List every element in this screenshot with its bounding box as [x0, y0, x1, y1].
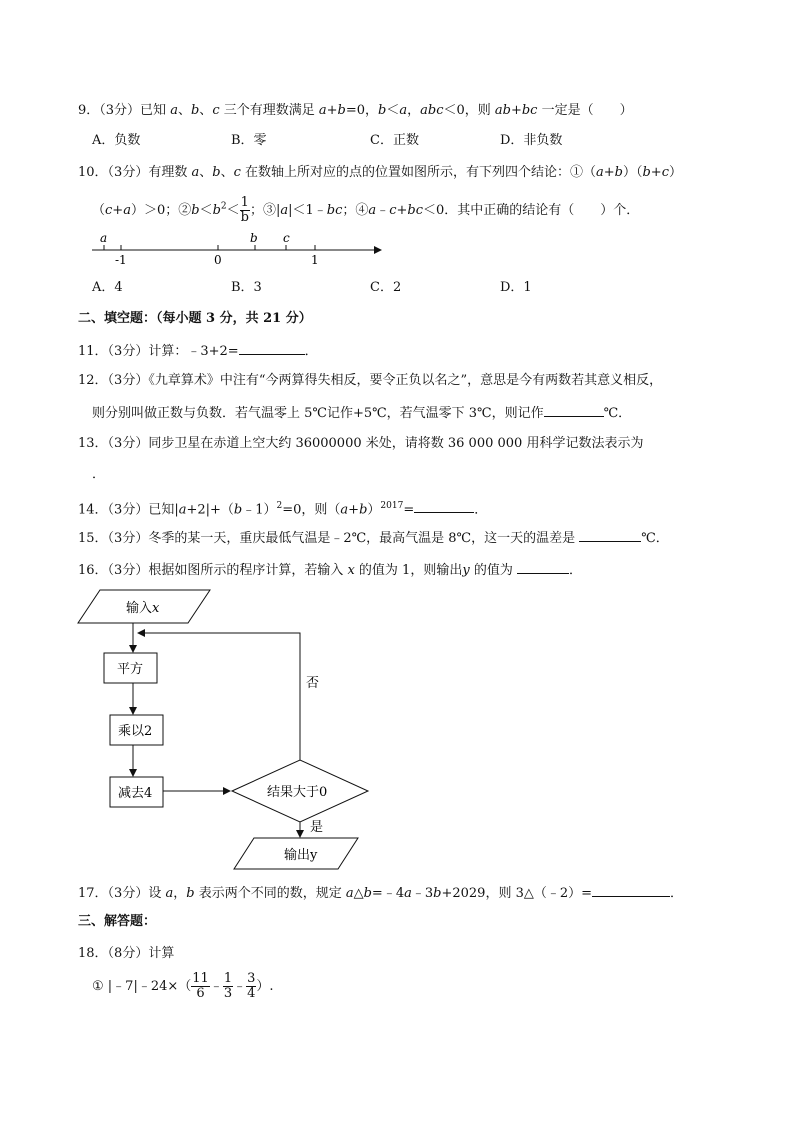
tick-label-minus-one: -1 — [115, 253, 127, 267]
number-line-figure — [90, 228, 390, 268]
q17-answer-blank[interactable] — [592, 883, 670, 897]
q16-answer-blank[interactable] — [517, 560, 569, 574]
no-label: 否 — [306, 676, 320, 691]
step-subtract-label: 减去4 — [118, 786, 153, 801]
q14-answer-blank[interactable] — [414, 499, 474, 513]
q9-option-d: D．非负数 — [500, 133, 563, 148]
step-square-label: 平方 — [117, 662, 144, 677]
number-line-arrow — [374, 246, 382, 254]
output-label: 输出y — [284, 848, 318, 863]
q12-answer-blank[interactable] — [544, 403, 604, 417]
decision-label: 结果大于0 — [267, 785, 328, 800]
q12-stem-line2: 则分别叫做正数与负数．若气温零上 5℃记作+5℃，若气温零下 3℃，则记作 ℃． — [92, 403, 631, 423]
q13-stem-line1: 13．（3分）同步卫星在赤道上空大约 36000000 米处，请将数 36 000 000 用科学记数法表示为 — [78, 436, 644, 451]
q9-option-c: C．正数 — [370, 133, 419, 148]
q10-option-b: B．3 — [231, 280, 262, 295]
q10-stem-line2: （c+a）＞0；$②b<b^2<$ $\frac{1}{b}$ ；③|a|＜1﹣bc；④a﹣c+bc＜0．其中正确的结论有（ ）个． — [92, 195, 640, 225]
q10-option-d: D．1 — [500, 280, 532, 295]
q16-stem: 16．（3分）根据如图所示的程序计算，若输入 x 的值为 1，则输出y 的值为 ． — [78, 560, 582, 580]
fraction-eleven-sixths: $\frac{11}{6}$ — [192, 971, 209, 1001]
tick-label-zero: 0 — [214, 253, 222, 267]
q10-stem-line1: 10．（3分）有理数 a、b、c 在数轴上所对应的点的位置如图所示，有下列四个结论：①（a+b）（b+c） — [78, 165, 682, 180]
fraction-one-over-b: $\frac{1}{b}$ — [240, 195, 249, 225]
q13-stem-line2: ． — [92, 467, 106, 482]
program-flowchart — [70, 585, 380, 875]
point-label-b: b — [250, 231, 258, 245]
q17-stem: 17．（3分）设 a，b 表示两个不同的数，规定 a△b=﹣4a﹣3b+2029，则 3△（﹣2）= ． — [78, 883, 683, 903]
yes-label: 是 — [310, 820, 324, 835]
point-label-c: c — [283, 231, 290, 245]
fraction-three-quarters: $\frac{3}{4}$ — [247, 971, 256, 1001]
q18-stem: 18．（8分）计算 — [78, 946, 175, 961]
step-double-label: 乘以2 — [118, 724, 153, 739]
section-fill-in-heading: 二、填空题：（每小题 3 分，共 21 分） — [78, 311, 312, 326]
point-label-a: a — [100, 231, 108, 245]
input-label: 输入x — [126, 601, 160, 616]
q11-stem: 11．（3分）计算：﹣3+2= ． — [78, 341, 318, 361]
q11-answer-blank[interactable] — [239, 341, 305, 355]
q12-stem-line1: 12．（3分）《九章算术》中注有“今两算得失相反，要令正负以名之”，意思是今有两数若其意义相反， — [78, 373, 663, 388]
q14-stem: 14．（3分）已知|a+2|+（b﹣1）$^2$=0，则$(a+b)^{2017}=$ ． — [78, 501, 488, 518]
q9-option-a: A．负数 — [92, 133, 141, 148]
fraction-one-third: $\frac{1}{3}$ — [223, 971, 233, 1001]
tick-label-one: 1 — [311, 253, 319, 267]
q9-option-b: B．零 — [231, 133, 267, 148]
q10-option-a: A．4 — [92, 280, 123, 295]
q15-answer-blank[interactable] — [579, 528, 641, 542]
section-solve-heading: 三、解答题： — [78, 914, 157, 929]
q18-part1-expression: ① |﹣7|﹣24×（ $\frac{11}{6}$ ﹣ $\frac{1}{3}$ ﹣ $\frac{3}{4}$ ）. — [92, 971, 274, 1001]
q15-stem: 15．（3分）冬季的某一天，重庆最低气温是﹣2℃，最高气温是 8℃，这一天的温差是 ℃． — [78, 528, 669, 548]
q10-option-c: C．2 — [370, 280, 402, 295]
q9-stem: 9．（3分）已知 a、b、c 三个有理数满足 a+b=0，b＜a，abc＜0，则 ab+bc 一定是（ ） — [78, 103, 633, 118]
